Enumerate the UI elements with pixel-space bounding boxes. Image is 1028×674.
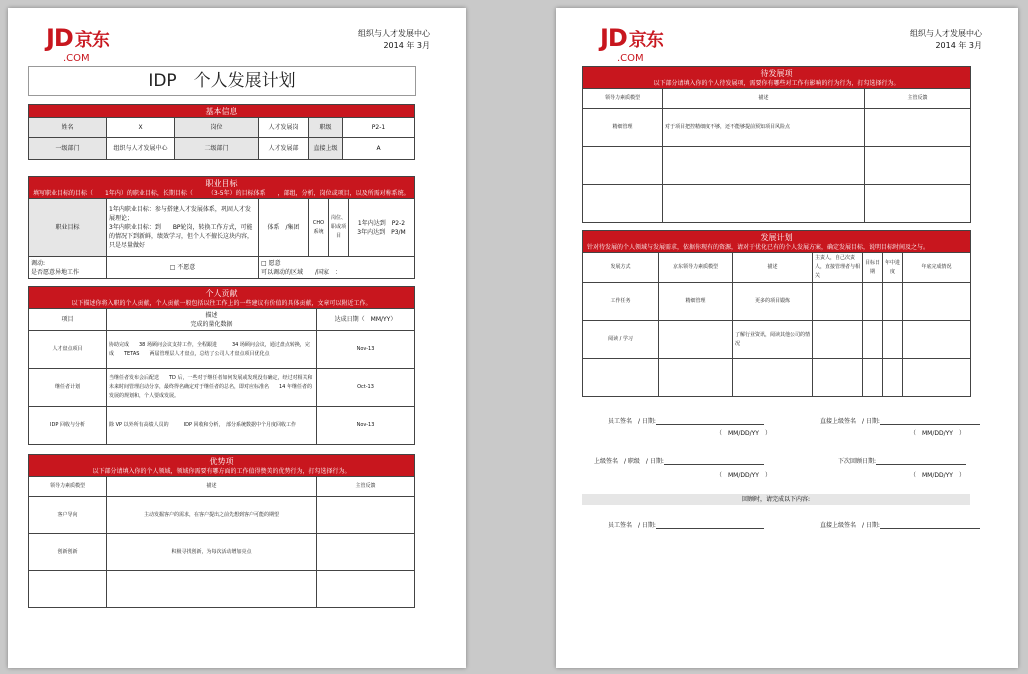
dept1-value: 组织与人才发展中心 (107, 138, 175, 160)
contrib-item: 继任者计划 (29, 369, 107, 407)
name-value: X (107, 118, 175, 138)
plan-way: 阅读 / 学习 (583, 321, 659, 359)
contribution-header: 个人贡献 (29, 287, 415, 300)
dev-feedback[interactable] (865, 185, 971, 223)
career-post: 岗位、职或项目 (329, 199, 349, 257)
dept2-label: 二级部门 (175, 138, 259, 160)
plan-mid[interactable] (883, 321, 903, 359)
strength-model: 客户导向 (29, 497, 107, 534)
contrib-col-desc: 描述 完成的量化数据 (107, 309, 317, 331)
grade-value: P2-1 (343, 118, 415, 138)
dept1-label: 一级部门 (29, 138, 107, 160)
plan-col-owner: 主责人，自己次责人，直接管理者与相关 (813, 253, 863, 283)
dev-col-desc: 描述 (663, 89, 865, 109)
strength-feedback[interactable] (317, 497, 415, 534)
plan-desc: 了解行业资讯，阅读其他公司的情况 (733, 321, 813, 359)
career-instruction: 填写职业目标的目标（ 1年内）的职业目标，长期目标（ （3-5年）的目标体系 ，部组，分析，岗位或项目，以及所需对称系统。 (29, 189, 415, 199)
strength-desc: 主动发掘客户的需求，在客户提出之前先想到客户可能的期望 (107, 497, 317, 534)
plan-target[interactable] (863, 359, 883, 397)
plan-model: 精细管理 (659, 283, 733, 321)
plan-owner[interactable] (813, 321, 863, 359)
dev-desc (663, 185, 865, 223)
strength-model (29, 571, 107, 608)
plan-col-final: 年底完成情况 (903, 253, 971, 283)
org-header: 组织与人才发展中心 2014 年 3月 (358, 29, 430, 50)
strengths-col-feedback: 主管反馈 (317, 477, 415, 497)
jd-logo: JD 京东 .COM (46, 24, 109, 64)
career-goal-desc: 1年内职业目标：参与搭建人才发展体系，巩固人才发展理论； 3年内职业目标：到 BP轮岗，转换工作方式，可能的情况下到新鲜，绩效学习，但个人不擅长这块内容，只是尽量做好 (107, 199, 259, 257)
contribution-instruction: 以下描述你将入职的个人贡献，个人贡献一般包括以往工作上的一些建议有价值的具体贡献，文章可以附近工作。 (29, 299, 415, 309)
dev-model (583, 185, 663, 223)
contrib-item: IDP 回收与分析 (29, 407, 107, 445)
basic-info-table (28, 104, 415, 160)
contrib-date: Nov-13 (317, 407, 415, 445)
strengths-header: 优势项 (29, 455, 415, 468)
plan-final[interactable] (903, 359, 971, 397)
contrib-desc: 当继任者发布会后配送 TD 后，一些对于继任者如何发展或发现没有确定，经过对相关和未来时间管理启动分享，最终得名确定对于继任者的总名，即对应标准名 14 年继任者的发展的规划和，个人要成发展。 (107, 369, 317, 407)
mobility-yes[interactable]: □ 愿意 可以调动的区域 /国家 ： (259, 257, 415, 279)
contrib-item: 人才盘点项目 (29, 331, 107, 369)
strength-desc (107, 571, 317, 608)
plan-mid[interactable] (883, 283, 903, 321)
development-plan-table (582, 230, 971, 397)
page-2 (556, 8, 1018, 668)
plan-owner[interactable] (813, 359, 863, 397)
review-notice: 回顾时，请完成以下内容: (582, 494, 970, 505)
employee-signature[interactable]: 员工签名 / 日期: (608, 416, 764, 425)
plan-owner[interactable] (813, 283, 863, 321)
strength-feedback[interactable] (317, 571, 415, 608)
career-goal-label: 职业目标 (29, 199, 107, 257)
dev-model (583, 147, 663, 185)
plan-final[interactable] (903, 321, 971, 359)
strengths-col-model: 领导力素质模型 (29, 477, 107, 497)
career-header: 职业目标 (29, 177, 415, 190)
dev-plan-instruction: 针对待发展的个人领域与发展需求，依据你现有的资源，请对于优化已有的个人发展方案，确定发展目标，说明目标时间及之与。 (583, 243, 971, 253)
next-review-format: （ MM/DD/YY ） (910, 472, 965, 479)
next-review-date[interactable]: 下次回顾日期: (838, 456, 966, 465)
plan-target[interactable] (863, 283, 883, 321)
dev-plan-header: 发展计划 (583, 231, 971, 244)
dev-model: 精细管理 (583, 109, 663, 147)
development-needs-table (582, 66, 971, 223)
strengths-col-desc: 描述 (107, 477, 317, 497)
career-goal-table (28, 176, 415, 279)
plan-col-mid: 年中进度 (883, 253, 903, 283)
manager-signature[interactable]: 直接上级签名 / 日期: (820, 416, 980, 425)
plan-col-target: 目标日期 (863, 253, 883, 283)
post-value: 人才发展岗 (259, 118, 309, 138)
plan-target[interactable] (863, 321, 883, 359)
basic-info-header: 基本信息 (29, 105, 415, 118)
plan-col-way: 发展方式 (583, 253, 659, 283)
contrib-date: Nov-13 (317, 331, 415, 369)
upper-manager-signature[interactable]: 上级签名 / 职级 / 日期: (594, 456, 764, 465)
org-header: 组织与人才发展中心 2014 年 3月 (910, 29, 982, 50)
mobility-no[interactable]: □ 不愿意 (107, 257, 259, 279)
contribution-table (28, 286, 415, 445)
career-sys: 体系 /集团 (259, 199, 309, 257)
manager-date-format: （ MM/DD/YY ） (910, 430, 965, 437)
manager-value: A (343, 138, 415, 160)
page-title: IDP 个人发展计划 (28, 66, 416, 96)
jd-logo: JD 京东 .COM (600, 24, 663, 64)
strengths-instruction: 以下部分请填入你的个人领域，领域你需要有哪方面的工作值得赞美的优势行为，打勾选择行为。 (29, 467, 415, 477)
post-label: 岗位 (175, 118, 259, 138)
employee-signature-review[interactable]: 员工签名 / 日期: (608, 520, 764, 529)
manager-signature-review[interactable]: 直接上级签名 / 日期: (820, 520, 980, 529)
dev-col-feedback: 主管反馈 (865, 89, 971, 109)
mobility-label: 调动: 是否愿意异地工作 (29, 257, 107, 279)
dev-desc (663, 147, 865, 185)
plan-model (659, 359, 733, 397)
plan-col-model: 京东领导力素质模型 (659, 253, 733, 283)
upper-date-format: （ MM/DD/YY ） (716, 472, 771, 479)
career-plan: 1年内达到 P2-2 3年内达到 P3/M (349, 199, 415, 257)
dev-desc: 对于项目把控精细度不够，还不能够提前预知项目风险点 (663, 109, 865, 147)
plan-way (583, 359, 659, 397)
plan-col-desc: 描述 (733, 253, 813, 283)
employee-date-format: （ MM/DD/YY ） (716, 430, 771, 437)
page-1 (8, 8, 466, 668)
plan-way: 工作任务 (583, 283, 659, 321)
manager-label: 直接上级 (309, 138, 343, 160)
contrib-desc: 除 VP 以外所有高绩人员的 IDP 回收和分析， 部分系统数据中个月度回收工作 (107, 407, 317, 445)
plan-desc: 更多的项目锻炼 (733, 283, 813, 321)
dev-needs-header: 待发展项 (583, 67, 971, 80)
contrib-col-date: 达成日期（ MM/YY） (317, 309, 415, 331)
contrib-col-item: 项目 (29, 309, 107, 331)
strengths-table (28, 454, 415, 608)
name-label: 姓名 (29, 118, 107, 138)
plan-mid[interactable] (883, 359, 903, 397)
grade-label: 职级 (309, 118, 343, 138)
dept2-value: 人才发展部 (259, 138, 309, 160)
dev-col-model: 领导力素质模型 (583, 89, 663, 109)
plan-final[interactable] (903, 283, 971, 321)
career-cho: CHO 系统 (309, 199, 329, 257)
strength-model: 创新创新 (29, 534, 107, 571)
dev-feedback[interactable] (865, 147, 971, 185)
strength-desc: 积极寻找创新，为每次活动增加亮点 (107, 534, 317, 571)
dev-feedback[interactable] (865, 109, 971, 147)
dev-needs-instruction: 以下部分请填入你的个人待发展项，需要你有哪些对工作有影响的行为行为，打勾选择行为。 (583, 79, 971, 89)
plan-desc (733, 359, 813, 397)
contrib-date: Oct-13 (317, 369, 415, 407)
strength-feedback[interactable] (317, 534, 415, 571)
plan-model (659, 321, 733, 359)
contrib-desc: 协助完成 38 场顾问会议支持工作，全程跟进 34 场顾问会议，通过盘点转换，完成 TETAS 两届管理层人才盘点，总结了公司人才盘点项目优化点 (107, 331, 317, 369)
